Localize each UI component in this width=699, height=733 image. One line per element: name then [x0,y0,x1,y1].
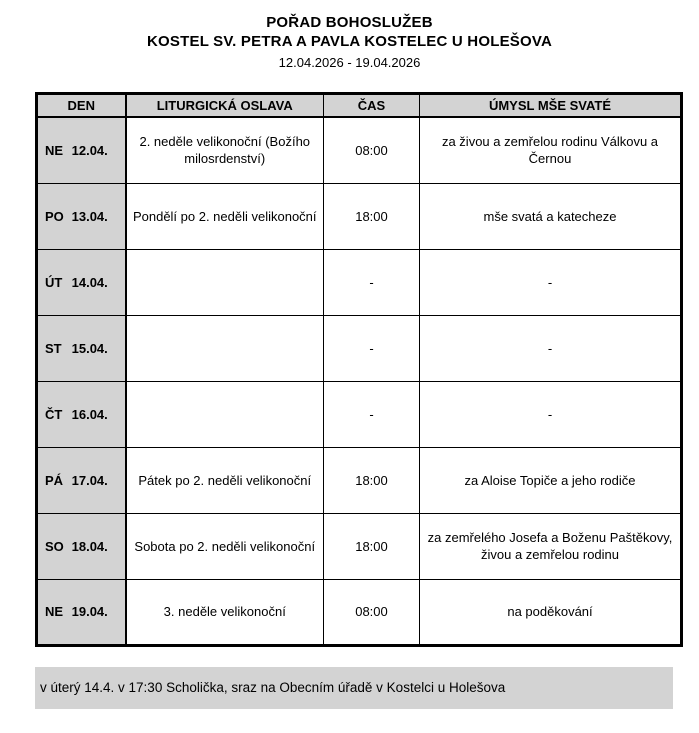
table-row [37,117,682,183]
day-date: 16.04. [71,406,108,422]
day-abbr: SO [45,538,64,554]
celebration-cell: Pátek po 2. neděli velikonoční [126,447,324,513]
time-cell: - [324,381,420,447]
page-title: POŘAD BOHOSLUŽEB [266,14,433,31]
table-row [37,513,682,579]
day-date: 19.04. [71,604,108,619]
time-cell: 08:00 [324,117,420,183]
day-date: 15.04. [71,340,108,356]
table-row [37,447,682,513]
intention-cell: - [420,249,682,315]
intention-cell: za Aloise Topiče a jeho rodiče [420,447,682,513]
date-range: 12.04.2026 - 19.04.2026 [278,55,421,70]
table-row [37,183,682,249]
schedule-table [35,92,683,647]
time-cell: 18:00 [324,513,420,579]
footer-note-text: v úterý 14.4. v 17:30 Scholička, sraz na Obecním úřadě v Kostelci u Holešova [40,680,506,695]
day-abbr: NE [45,604,64,619]
intention-cell: na poděkování [420,579,682,645]
intention-cell: mše svatá a katecheze [420,183,682,249]
day-abbr: PÁ [45,472,64,488]
day-date: 12.04. [71,142,108,158]
page-subtitle: KOSTEL SV. PETRA A PAVLA KOSTELEC U HOLEŠOVA [147,33,552,50]
table-row [37,381,682,447]
day-abbr: NE [45,142,64,158]
day-date: 18.04. [71,538,108,554]
table-row [37,249,682,315]
column-header-umysl: ÚMYSL MŠE SVATÉ [420,94,682,118]
table-row [37,315,682,381]
page-header [0,0,699,72]
column-header-cas: ČAS [324,94,420,118]
time-cell: - [324,249,420,315]
intention-cell: za živou a zemřelou rodinu Válkovu a Černou [420,117,682,183]
intention-cell: za zemřelého Josefa a Boženu Paštěkovy, živou a zemřelou rodinu [420,513,682,579]
day-cell [37,513,126,579]
time-cell: 18:00 [324,447,420,513]
time-cell: 08:00 [324,579,420,645]
celebration-cell: Sobota po 2. neděli velikonoční [126,513,324,579]
day-cell [37,579,126,645]
day-cell [37,315,126,381]
time-cell: 18:00 [324,183,420,249]
celebration-cell: 3. neděle velikonoční [126,579,324,645]
day-abbr: PO [45,208,64,224]
table-row [37,579,682,645]
day-date: 14.04. [71,274,108,290]
day-abbr: ST [45,340,62,356]
header-row [37,94,682,118]
intention-cell: - [420,381,682,447]
celebration-cell [126,249,324,315]
column-header-den: DEN [37,94,126,118]
day-date: 13.04. [71,208,108,224]
day-cell [37,447,126,513]
day-cell [37,381,126,447]
time-cell: - [324,315,420,381]
intention-cell: - [420,315,682,381]
celebration-cell: Pondělí po 2. neděli velikonoční [126,183,324,249]
day-cell [37,249,126,315]
day-abbr: ÚT [45,274,63,290]
celebration-cell: 2. neděle velikonoční (Božího milosrdenství) [126,117,324,183]
celebration-cell [126,315,324,381]
day-cell [37,183,126,249]
column-header-liturgicka-oslava: LITURGICKÁ OSLAVA [126,94,324,118]
celebration-cell [126,381,324,447]
day-abbr: ČT [45,406,63,422]
day-cell [37,117,126,183]
footer-note [35,667,673,709]
day-date: 17.04. [71,472,108,488]
